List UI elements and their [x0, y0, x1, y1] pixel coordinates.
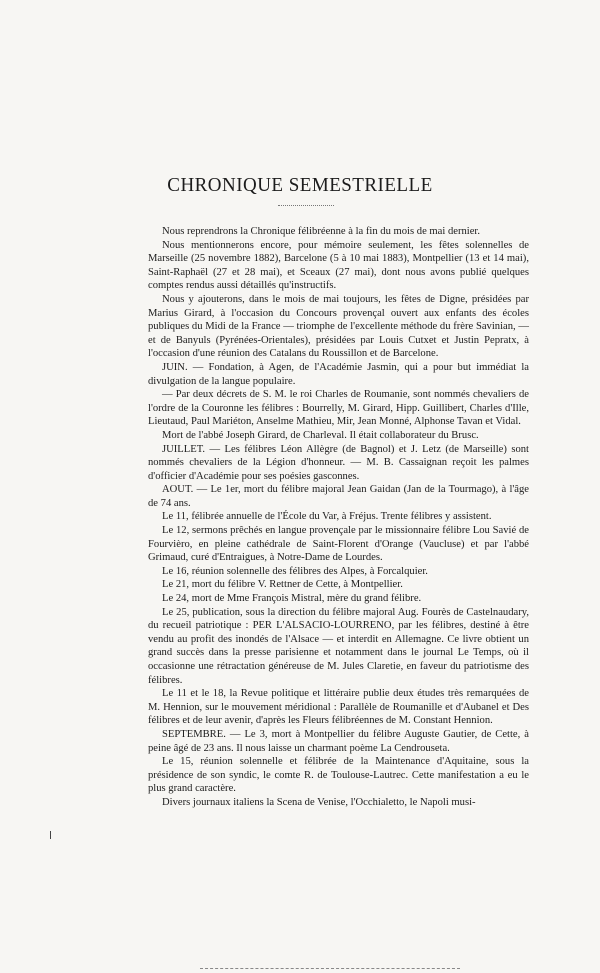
paragraph: Divers journaux italiens la Scena de Venise, l'Occhialetto, le Napoli musi-: [162, 796, 476, 808]
paragraph: Le 16, réunion solennelle des félibres des Alpes, à Forcalquier.: [162, 565, 428, 577]
bottom-divider: [200, 968, 460, 969]
paragraph: SEPTEMBRE. — Le 3, mort à Montpellier du félibre Auguste Gautier, de Cette, à peine âgé de 23 ans. Il nous laisse un charmant poème La Cendrouseta.: [148, 728, 529, 754]
paragraph: Nous y ajouterons, dans le mois de mai toujours, les fêtes de Digne, présidées par Marius Girard, à l'occasion du Concours provençal ouvert aux enfants des écoles publiques du Midi de la France — triomphe de l'excellente méthode du frère Savinian, — et de Banyuls (Pyrénées-Orientales), présidées par Louis Cutxet et Justin Pepratx, à l'occasion d'une réunion des Catalans du Roussillon et de Barcelone.: [148, 293, 529, 360]
paragraph: JUIN. — Fondation, à Agen, de l'Académie Jasmin, qui a pour but immédiat la divulgation de la langue populaire.: [148, 361, 529, 387]
paragraph: Nous reprendrons la Chronique félibréenne à la fin du mois de mai dernier.: [162, 226, 481, 237]
paragraph: Nous mentionnerons encore, pour mémoire seulement, les fêtes solennelles de Marseille (25 novembre 1882), Barcelone (5 à 10 mai 1883), Montpellier (13 et 14 mai), Saint-Raphaël (27 et 28 mai), et Sceaux (27 mai), dont nous avons publié quelques comptes rendus aussi détaillés qu'instructifs.: [148, 239, 529, 292]
paragraph: JUILLET. — Les félibres Léon Allègre (de Bagnol) et J. Letz (de Marseille) sont nommés chevaliers de la Légion d'honneur. — M. B. Cassaignan reçoit les palmes d'officier d'Académie pour ses poésies gasconnes.: [148, 443, 529, 482]
paragraph: AOUT. — Le 1er, mort du félibre majoral Jean Gaidan (Jan de la Tourmago), à l'âge de 74 ans.: [148, 484, 529, 509]
title-divider: [278, 205, 334, 206]
paragraph: Le 15, réunion solennelle et félibrée de la Maintenance d'Aquitaine, sous la présidence de son syndic, le comte R. de Toulouse-Lautrec. Cette manifestation a eu le plus grand caractère.: [148, 756, 529, 795]
page-title: CHRONIQUE SEMESTRIELLE: [167, 174, 433, 196]
paragraph: Le 24, mort de Mme François Mistral, mère du grand félibre.: [162, 593, 422, 605]
margin-mark: [50, 831, 51, 839]
paragraph: Le 11, félibrée annuelle de l'École du Var, à Fréjus. Trente félibres y assistent.: [162, 511, 492, 523]
paragraph: Le 21, mort du félibre V. Rettner de Cette, à Montpellier.: [162, 579, 403, 591]
paragraph: Le 11 et le 18, la Revue politique et littéraire publie deux études très remarquées de M. Hennion, sur le mouvement méridional : Parallèle de Roumanille et d'Aubanel et Des félibres et de leur avenir, d'après les Fleurs félibréennes de M. Constant Hennion.: [148, 688, 529, 727]
body-text: [148, 225, 529, 810]
paragraph: — Par deux décrets de S. M. le roi Charles de Roumanie, sont nommés chevaliers de l'ordre de la Couronne les félibres : Bourrelly, M. Girard, Hipp. Guillibert, Charles d'Ille, Lieutaud, Paul Mariéton, Anselme Mathieu, Mir, Jean Monné, Alphonse Tavan et Vidal.: [148, 389, 529, 428]
paragraph: Le 12, sermons prêchés en langue provençale par le missionnaire félibre Lou Savié de Fourvièro, en pleine cathédrale de Saint-Florent d'Orange (Vaucluse) et par l'abbé Grimaud, curé d'Entraigues, à Notre-Dame de Lourdes.: [148, 525, 529, 564]
paragraph: Le 25, publication, sous la direction du félibre majoral Aug. Fourès de Castelnaudary, du recueil patriotique : PER L'ALSACIO-LOURRENO, par les félibres, destiné à être vendu au profit des inondés de l'Alsace — et interdit en Allemagne. Ce livre obtient un grand succès dans la presse parisienne et notamment dans le journal Le Temps, où il occasionne une rétractation généreuse de M. Jules Claretie, en faveur du patriotisme des félibres.: [148, 606, 529, 686]
paragraph: Mort de l'abbé Joseph Girard, de Charleval. Il était collaborateur du Brusc.: [162, 429, 479, 441]
